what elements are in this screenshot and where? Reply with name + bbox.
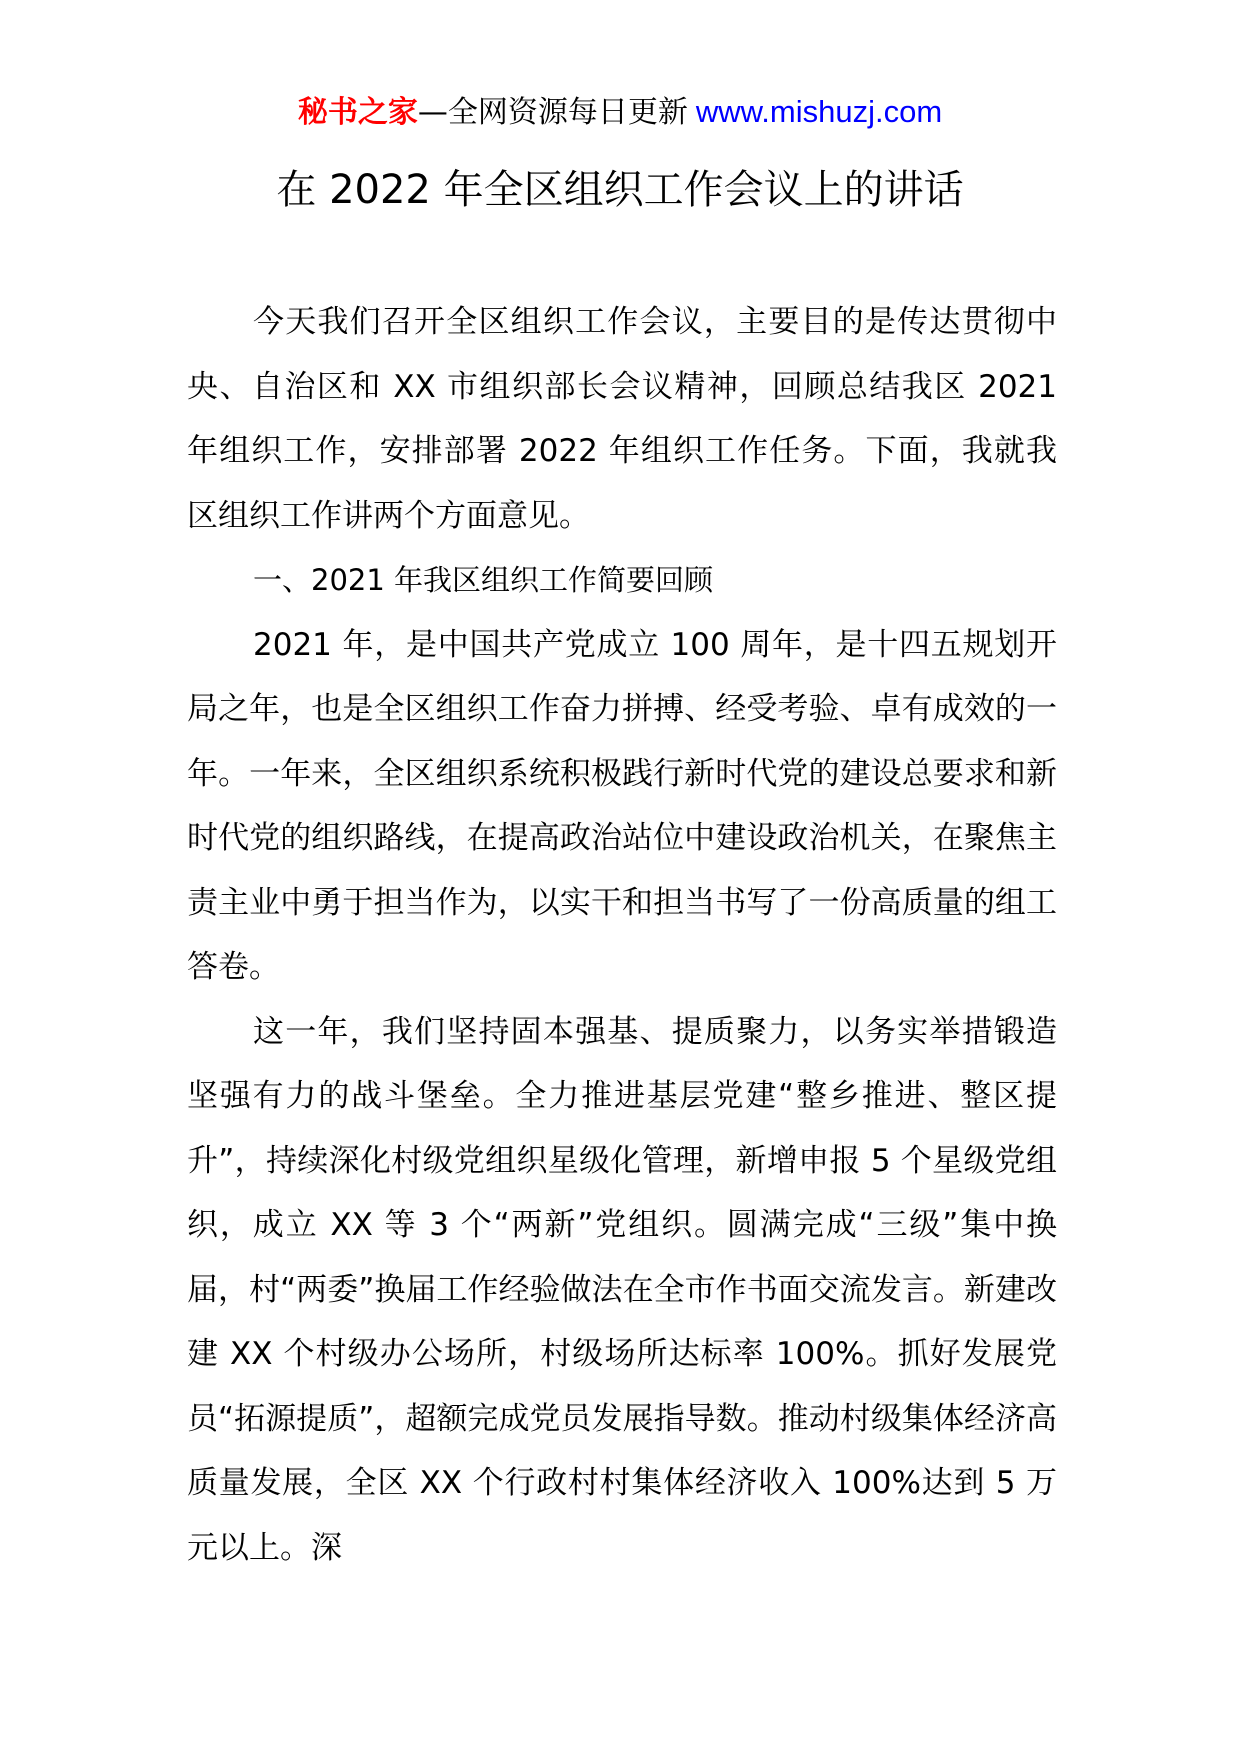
document-body [187,290,1057,1580]
paragraph-review: 2021 年，是中国共产党成立 100 周年，是十四五规划开局之年，也是全区组织工作奋力拼搏、经受考验、卓有成效的一年。一年来，全区组织系统积极践行新时代党的建设总要求和新时代党的组织路线，在提高政治站位中建设政治机关，在聚焦主责主业中勇于担当作为，以实干和担当书写了一份高质量的组工答卷。 [187,626,1057,985]
site-header [0,92,1240,133]
document-title: 在 2022 年全区组织工作会议上的讲话 [276,167,964,213]
site-tagline: —全网资源每日更新 [417,95,688,130]
site-brand: 秘书之家 [297,95,418,130]
paragraph-achievements: 这一年，我们坚持固本强基、提质聚力，以务实举措锻造坚强有力的战斗堡垒。全力推进基层党建“整乡推进、整区提升”，持续深化村级党组织星级化管理，新增申报 5 个星级党组织，成立 XX 等 3 个“两新”党组织。圆满完成“三级”集中换届，村“两委”换届工作经验做法在全市作书面交流发言。新建改建 XX 个村级办公场所，村级场所达标率 100%。抓好发展党员“拓源提质”，超额完成党员发展指导数。推动村级集体经济高质量发展，全区 XX 个行政村村集体经济收入 100%达到 5 万元以上。深 [187,1013,1057,1566]
site-url-link[interactable]: www.mishuzj.com [695,94,943,129]
section-heading: 一、2021 年我区组织工作简要回顾 [253,563,714,597]
paragraph-intro: 今天我们召开全区组织工作会议，主要目的是传达贯彻中央、自治区和 XX 市组织部长会议精神，回顾总结我区 2021 年组织工作，安排部署 2022 年组织工作任务。下面，我就我区组织工作讲两个方面意见。 [187,304,1057,534]
